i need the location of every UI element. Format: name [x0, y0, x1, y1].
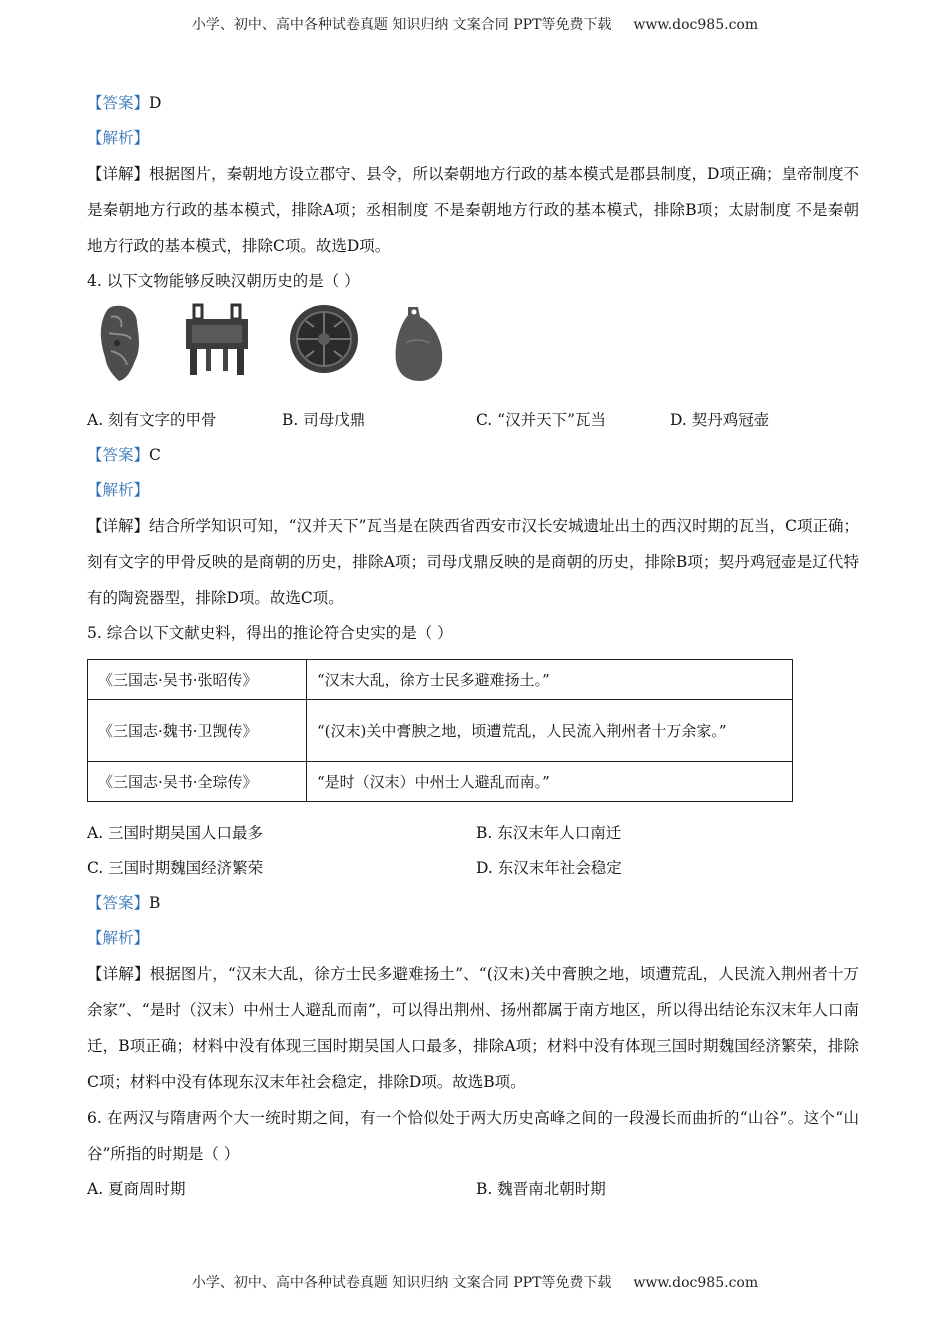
answer-value: B: [149, 894, 161, 912]
q4-options: [87, 403, 859, 438]
q4-option-c[interactable]: C. “汉并天下”瓦当: [476, 411, 607, 429]
khitan-cockscomb-pot-image: [392, 303, 448, 383]
q5-options-row1: [87, 816, 859, 851]
q4-artifact-images: [87, 303, 859, 403]
q5-analysis: [87, 921, 859, 956]
answer-tag: 【答案】: [87, 446, 150, 464]
header-text: 小学、初中、高中各种试卷真题 知识归纳 文案合同 PPT等免费下载: [191, 17, 612, 33]
q3-answer: [87, 86, 859, 121]
q4-option-a[interactable]: A. 刻有文字的甲骨: [87, 411, 217, 429]
table-cell-quote: “(汉末)关中膏腴之地，顷遭荒乱，人民流入荆州者十万余家。”: [307, 700, 793, 762]
detail-text: 结合所学知识可知，“汉并天下”瓦当是在陕西省西安市汉长安城遗址出土的西汉时期的瓦当，C项正确；刻有文字的甲骨反映的是商朝的历史，排除A项；司母戊鼎反映的是商朝的历史，排除B项；契丹鸡冠壶是辽代特有的陶瓷器型，排除D项。故选C项。: [87, 517, 859, 607]
header-url[interactable]: www.doc985.com: [633, 17, 759, 33]
detail-text: 根据图片，秦朝地方设立郡守、县令，所以秦朝地方行政的基本模式是郡县制度，D项正确；皇帝制度不是秦朝地方行政的基本模式，排除A项；丞相制度 不是秦朝地方行政的基本模式，排除B项；太尉制度 不是秦朝地方行政的基本模式，排除C项。故选D项。: [87, 165, 859, 255]
q6-options-row1: [87, 1172, 859, 1207]
simuwu-ding-image: [182, 303, 252, 377]
q5-option-c[interactable]: C. 三国时期魏国经济繁荣: [87, 859, 264, 877]
table-cell-source: 《三国志·吴书·全琮传》: [88, 762, 307, 802]
table-cell-source: 《三国志·吴书·张昭传》: [88, 660, 307, 700]
q3-detail: [87, 156, 859, 264]
table-cell-quote: “是时（汉末）中州士人避乱而南。”: [307, 762, 793, 802]
q6-stem: 6. 在两汉与隋唐两个大一统时期之间，有一个恰似处于两大历史高峰之间的一段漫长而曲折的“山谷”。这个“山谷”所指的时期是（ ）: [87, 1109, 859, 1163]
eave-tile-image: [288, 303, 360, 375]
q5-detail: [87, 956, 859, 1100]
footer-text: 小学、初中、高中各种试卷真题 知识归纳 文案合同 PPT等免费下载: [191, 1275, 612, 1291]
answer-tag: 【答案】: [87, 94, 150, 112]
q4-answer: [87, 438, 859, 473]
analysis-tag: 【解析】: [87, 129, 150, 147]
q4-option-b[interactable]: B. 司母戊鼎: [282, 411, 366, 429]
q5-stem: 5. 综合以下文献史料，得出的推论符合史实的是（ ）: [87, 624, 453, 642]
table-row: [88, 660, 793, 700]
q5-option-b[interactable]: B. 东汉末年人口南迁: [476, 824, 622, 842]
detail-tag: 【详解】: [87, 517, 150, 535]
q4-stem: 4. 以下文物能够反映汉朝历史的是（ ）: [87, 272, 360, 290]
table-cell-quote: “汉末大乱，徐方士民多避难扬土。”: [307, 660, 793, 700]
q3-analysis: [87, 121, 859, 156]
document-body: [87, 86, 859, 1207]
q5-source-table: [87, 659, 793, 802]
analysis-tag: 【解析】: [87, 929, 150, 947]
answer-tag: 【答案】: [87, 894, 150, 912]
q4-analysis: [87, 473, 859, 508]
table-row: [88, 700, 793, 762]
page-footer: [0, 1272, 950, 1292]
table-cell-source: 《三国志·魏书·卫觊传》: [88, 700, 307, 762]
analysis-tag: 【解析】: [87, 481, 150, 499]
q4-option-d[interactable]: D. 契丹鸡冠壶: [670, 411, 770, 429]
q4-detail: [87, 508, 859, 616]
q6-option-a[interactable]: A. 夏商周时期: [87, 1180, 186, 1198]
detail-text: 根据图片，“汉末大乱，徐方士民多避难扬土”、“(汉末)关中膏腴之地，顷遭荒乱，人民流入荆州者十万余家”、“是时（汉末）中州士人避乱而南”，可以得出荆州、扬州都属于南方地区，所以得出结论东汉末年人口南迁，B项正确；材料中没有体现三国时期吴国人口最多，排除A项；材料中没有体现三国时期魏国经济繁荣，排除C项；材料中没有体现东汉末年社会稳定，排除D项。故选B项。: [87, 965, 859, 1091]
detail-tag: 【详解】: [87, 165, 150, 183]
detail-tag: 【详解】: [87, 965, 150, 983]
q5-option-a[interactable]: A. 三国时期吴国人口最多: [87, 824, 264, 842]
answer-value: C: [149, 446, 161, 464]
page-header: [0, 14, 950, 34]
q5-answer: [87, 886, 859, 921]
answer-value: D: [149, 94, 162, 112]
oracle-bone-image: [97, 303, 143, 383]
q5-options-row2: [87, 851, 859, 886]
table-row: [88, 762, 793, 802]
q6-option-b[interactable]: B. 魏晋南北朝时期: [476, 1180, 606, 1198]
footer-url[interactable]: www.doc985.com: [633, 1275, 759, 1291]
q5-option-d[interactable]: D. 东汉末年社会稳定: [476, 859, 622, 877]
